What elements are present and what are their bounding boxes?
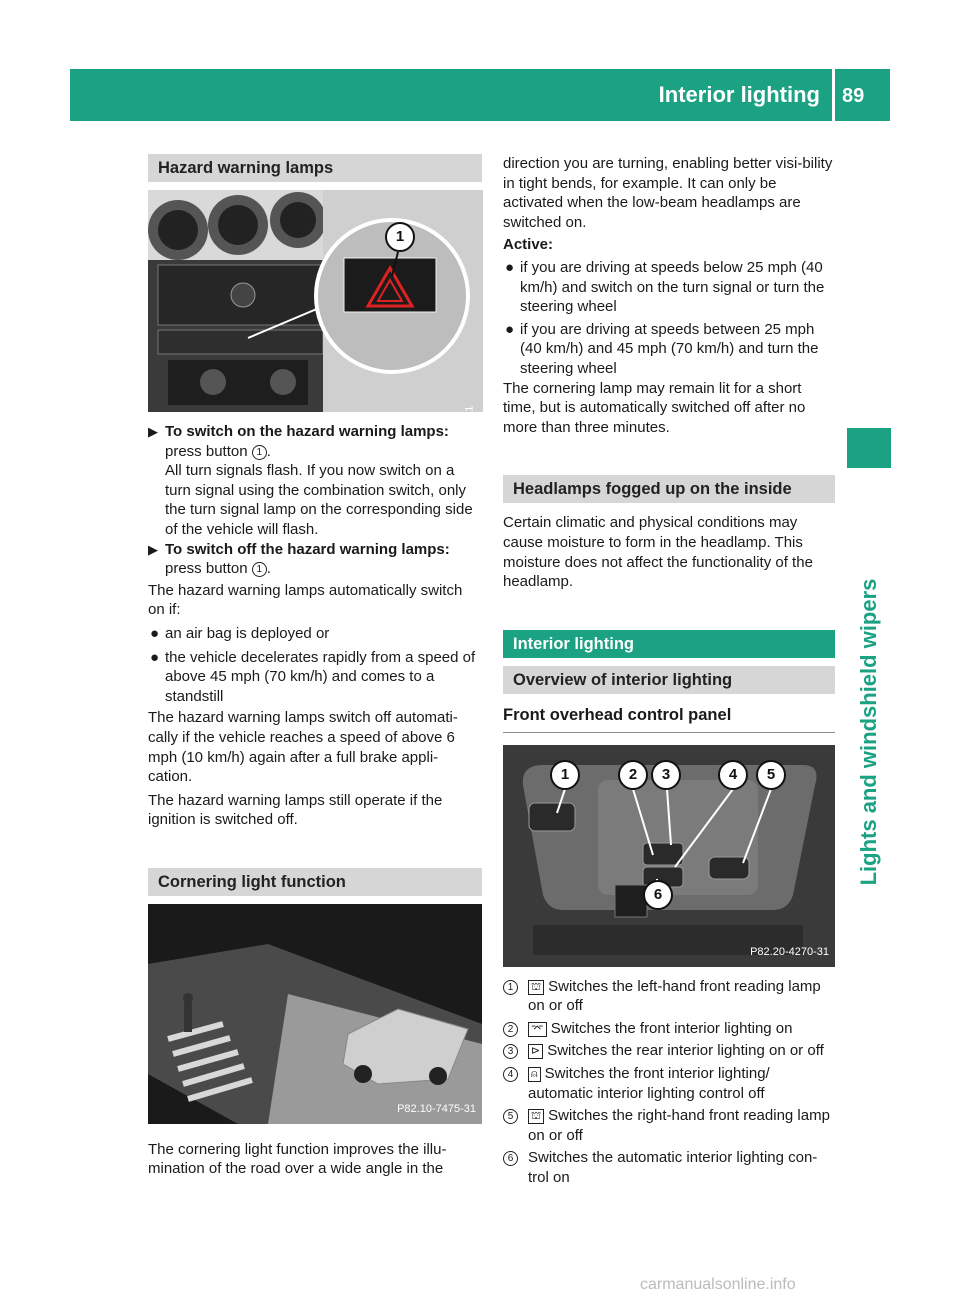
dashboard-image	[148, 190, 482, 412]
list-item: ● the vehicle decelerates rapidly from a speed of above 45 mph (70 km/h) and comes to a standstill	[150, 648, 476, 705]
section-heading-hazard: Hazard warning lamps	[148, 154, 482, 182]
list-item: ● an air bag is deployed or	[150, 624, 330, 642]
callout-1: 1	[550, 760, 580, 790]
instruction-switch-off: ▶ To switch off the hazard warning lamps: press button 1 .	[148, 540, 450, 578]
paragraph: The hazard warning lamps switch off automati-cally if the vehicle reaches a speed of above 6 mph (10 km/h) again after a full brake appli-cation.	[148, 709, 458, 786]
section-heading-interior: Interior lighting	[503, 630, 835, 658]
front-interior-light-icon: ⌤	[528, 1022, 547, 1037]
cornering-image	[148, 904, 482, 1124]
left-column	[148, 154, 482, 1179]
active-label: Active:	[503, 236, 554, 254]
callout-6: 6	[643, 880, 673, 910]
interior-figure	[503, 745, 835, 967]
reading-lamp-icon: ⛫	[528, 1109, 544, 1124]
instruction-switch-on: ▶ To switch on the hazard warning lamps: press button 1 . All turn signals flash. If you now switch on a turn signal using the combination switch, only the turn signal lamp on the corresponding side of the vehicle will flash.	[148, 423, 473, 538]
legend-item: 5 ⛫ Switches the right-hand front reading lamp on or off	[503, 1106, 835, 1145]
page-title: Interior lighting	[658, 82, 820, 107]
legend-item: 6 Switches the automatic interior lighting con-trol on	[503, 1148, 835, 1187]
side-tab-marker	[847, 428, 891, 468]
list-item: ● if you are driving at speeds below 25 mph (40 km/h) and switch on the turn signal or turn the steering wheel	[505, 258, 825, 316]
paragraph: Certain climatic and physical conditions may cause moisture to form in the headlamp. This moisture does not affect the functionality of the headlamp.	[503, 514, 813, 591]
paragraph: The cornering light function improves the illu-mination of the road over a wide angle in the	[148, 1140, 447, 1178]
arrow-icon: ▶	[148, 541, 158, 557]
callout-ref-1: 1	[252, 445, 267, 460]
right-column	[503, 154, 835, 1188]
section-heading-overview: Overview of interior lighting	[503, 666, 835, 694]
callout-1: 1	[385, 222, 415, 252]
arrow-icon: ▶	[148, 424, 158, 439]
figure-code: P82.20-4270-31	[750, 946, 829, 959]
paragraph: The hazard warning lamps automatically switch on if:	[148, 581, 463, 619]
callout-5: 5	[756, 760, 786, 790]
section-heading-fog: Headlamps fogged up on the inside	[503, 475, 835, 503]
page-number: 89	[842, 85, 865, 107]
legend-item: 4 ⍝ Switches the front interior lighting/ automatic interior lighting control off	[503, 1064, 835, 1103]
callout-ref-1: 1	[252, 562, 267, 577]
figure-code: P54.00-3153-31	[463, 406, 476, 485]
watermark: carmanualsonline.info	[640, 1276, 796, 1293]
list-item: ● if you are driving at speeds between 25 mph (40 km/h) and 45 mph (70 km/h) and turn the steering wheel	[505, 320, 819, 377]
rear-interior-light-icon: ⊳	[528, 1044, 543, 1059]
callout-3: 3	[651, 760, 681, 790]
section-heading-cornering: Cornering light function	[148, 868, 482, 896]
callout-2: 2	[618, 760, 648, 790]
callout-4: 4	[718, 760, 748, 790]
header-divider	[832, 69, 835, 121]
paragraph: The cornering lamp may remain lit for a short time, but is automatically switched off after no more than three minutes.	[503, 379, 806, 436]
reading-lamp-icon: ⛫	[528, 980, 544, 995]
paragraph: direction you are turning, enabling better visi-bility in tight bends, for example. It can only be activated when the low-beam headlamps are switched on.	[503, 155, 833, 231]
legend-item: 3 ⊳ Switches the rear interior lighting on or off	[503, 1041, 835, 1061]
legend-item: 2 ⌤ Switches the front interior lighting on	[503, 1019, 835, 1039]
interior-light-off-icon: ⍝	[528, 1067, 541, 1082]
cornering-figure	[148, 904, 482, 1124]
legend-item: 1 ⛫ Switches the left-hand front reading lamp on or off	[503, 977, 835, 1016]
paragraph: The hazard warning lamps still operate if the ignition is switched off.	[148, 791, 443, 829]
figure-code: P82.10-7475-31	[397, 1103, 476, 1116]
subheading-front-panel: Front overhead control panel	[503, 704, 835, 733]
